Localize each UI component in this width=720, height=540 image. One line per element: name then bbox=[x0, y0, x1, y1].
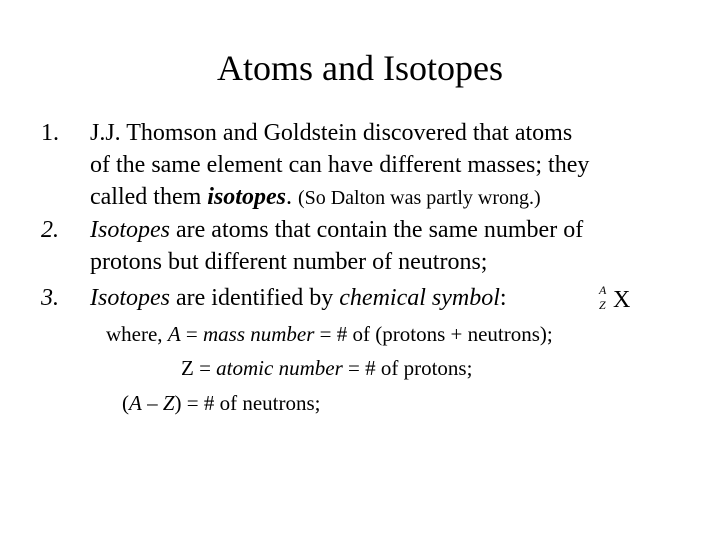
item-1-punct: . bbox=[285, 184, 298, 210]
item-1-text: called them bbox=[90, 184, 208, 210]
definition-neutrons bbox=[122, 390, 321, 416]
item-1-number: 1. bbox=[41, 120, 59, 146]
item-1-line-1: J.J. Thomson and Goldstein discovered that atoms bbox=[90, 120, 573, 146]
isotopes-term: Isotopes bbox=[90, 285, 170, 311]
var-z: Z bbox=[162, 391, 175, 415]
item-3-number: 3. bbox=[41, 285, 59, 311]
chemical-symbol-term: chemical symbol bbox=[339, 285, 500, 311]
item-3-colon: : bbox=[499, 285, 507, 311]
equals: = bbox=[193, 356, 217, 380]
definition-text: = # of protons; bbox=[342, 356, 473, 380]
mass-number-term: mass number bbox=[202, 322, 315, 346]
var-a: A bbox=[167, 322, 181, 346]
item-2-number: 2. bbox=[41, 217, 59, 243]
item-3-text: are identified by bbox=[170, 285, 340, 311]
item-1-line-2: of the same element can have different masses; they bbox=[90, 152, 590, 178]
definition-mass-number bbox=[106, 321, 553, 347]
nuclide-notation bbox=[597, 284, 637, 318]
item-3-line-1 bbox=[90, 284, 507, 312]
var-z: Z bbox=[181, 356, 194, 380]
slide-title: Atoms and Isotopes bbox=[217, 48, 503, 88]
element-symbol: X bbox=[613, 287, 631, 313]
mass-number-superscript: A bbox=[599, 283, 607, 297]
atomic-number-subscript: Z bbox=[599, 298, 606, 312]
minus: – bbox=[141, 391, 163, 415]
var-a: A bbox=[129, 391, 142, 415]
isotopes-term: isotopes bbox=[207, 184, 286, 210]
item-2-line-1 bbox=[90, 216, 583, 244]
equals: = bbox=[180, 322, 203, 346]
definition-atomic-number bbox=[181, 355, 472, 381]
isotopes-term: Isotopes bbox=[90, 217, 170, 243]
atomic-number-term: atomic number bbox=[216, 356, 343, 380]
definition-text: ) = # of neutrons; bbox=[174, 391, 321, 415]
item-2-text: are atoms that contain the same number of bbox=[170, 217, 584, 243]
definition-text: = # of (protons + neutrons); bbox=[314, 322, 553, 346]
definition-lead: where, bbox=[106, 322, 168, 346]
dalton-note: (So Dalton was partly wrong.) bbox=[297, 187, 541, 209]
item-1-line-3 bbox=[90, 183, 541, 212]
paren-open: ( bbox=[122, 391, 129, 415]
item-2-line-2: protons but different number of neutrons; bbox=[90, 249, 488, 275]
